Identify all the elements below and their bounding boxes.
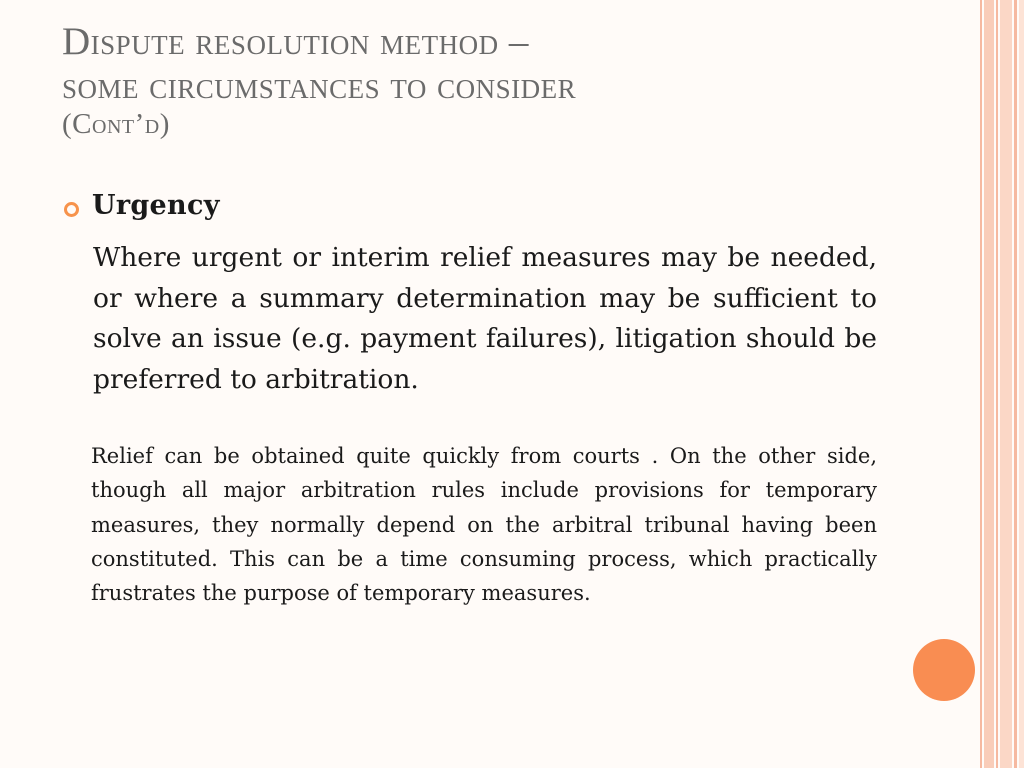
slide-title [62, 20, 942, 141]
hollow-circle-bullet-icon [64, 202, 79, 217]
main-paragraph: Where urgent or interim relief measures may be needed, or where a summary determination may be sufficient to solve an issue (e.g. payment failures), litigation should be preferred to arbitration. [93, 242, 877, 395]
bullet-heading: Urgency [92, 190, 220, 221]
decorative-stripe [1019, 0, 1024, 768]
decorative-stripe [980, 0, 982, 768]
sub-paragraph: Relief can be obtained quite quickly from courts . On the other side, though all major arbitration rules include provisions for temporary measures, they normally depend on the arbitral tribunal having been constituted. This can be a time consuming process, which practically frustrates the purpose of temporary measures. [91, 444, 877, 606]
orange-circle-icon [913, 639, 975, 701]
decorative-stripe [1014, 0, 1017, 768]
title-line-2: some circumstances to consider [62, 64, 577, 108]
title-line-3: (Cont’d) [62, 108, 170, 141]
decorative-stripe [984, 0, 994, 768]
title-line-1: Dispute resolution method – [62, 20, 529, 63]
decorative-stripe [996, 0, 998, 768]
decorative-stripe [1000, 0, 1012, 768]
